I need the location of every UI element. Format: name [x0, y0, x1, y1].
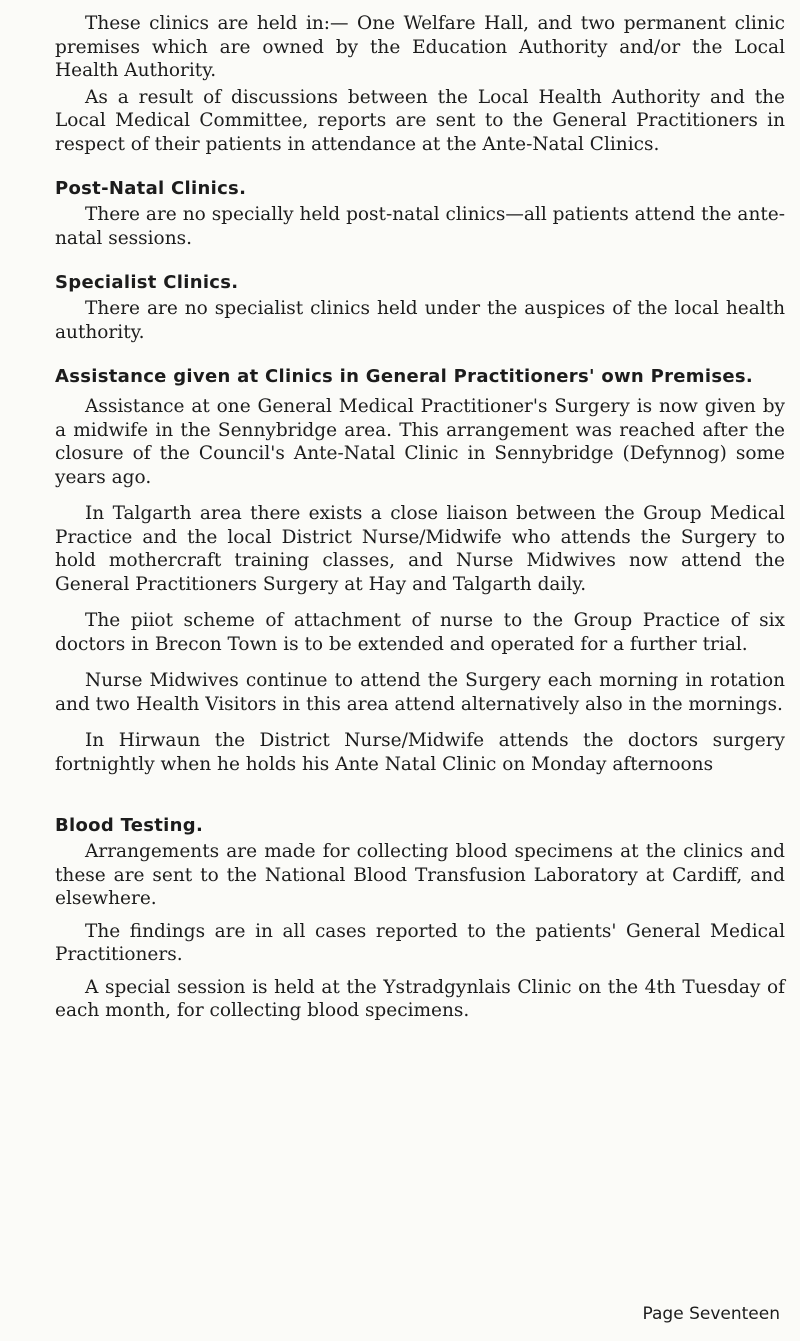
document-page — [55, 12, 785, 1023]
specialist-heading: Specialist Clinics. — [55, 272, 239, 293]
intro-paragraph-1: These clinics are held in:— One Welfare Hall, and two permanent clinic premises which are owned by the Education Authority and/or the Local Health Authority. — [55, 13, 785, 81]
intro-section — [55, 12, 785, 156]
blood-testing-section — [55, 814, 785, 1023]
assistance-paragraph-1: Assistance at one General Medical Practitioner's Surgery is now given by a midwife in the Sennybridge area. This arrangement was reached after the closure of the Council's Ante-Natal Clinic in Sennybridge (Defynnog) some years ago. — [55, 396, 785, 488]
assistance-paragraph-4: Nurse Midwives continue to attend the Surgery each morning in rotation and two Health Visitors in this area attend alternatively also in the mornings. — [55, 670, 785, 715]
assistance-paragraph-2: In Talgarth area there exists a close liaison between the Group Medical Practice and the local District Nurse/Midwife who attends the Surgery to hold mothercraft training classes, and Nurse Midwives now attend the General Practitioners Surgery at Hay and Talgarth daily. — [55, 503, 785, 595]
assistance-heading: Assistance given at Clinics in General Practitioners' own Premises. — [55, 366, 753, 387]
post-natal-section — [55, 177, 785, 250]
blood-testing-paragraph-1: Arrangements are made for collecting blood specimens at the clinics and these are sent to the National Blood Transfusion Laboratory at Cardiff, and elsewhere. — [55, 841, 785, 909]
blood-testing-paragraph-3: A special session is held at the Ystradgynlais Clinic on the 4th Tuesday of each month, for collecting blood specimens. — [55, 976, 785, 1021]
specialist-paragraph: There are no specialist clinics held under the auspices of the local health authority. — [55, 298, 785, 343]
intro-paragraph-2: As a result of discussions between the Local Health Authority and the Local Medical Committee, reports are sent to the General Practitioners in respect of their patients in attendance at the Ante-Natal Clinics. — [55, 86, 785, 155]
assistance-paragraph-5: In Hirwaun the District Nurse/Midwife attends the doctors surgery fortnightly when he holds his Ante Natal Clinic on Monday afternoons — [55, 730, 785, 775]
blood-testing-heading: Blood Testing. — [55, 815, 204, 836]
assistance-paragraph-3: The piiot scheme of attachment of nurse to the Group Practice of six doctors in Brecon Town is to be extended and operated for a further trial. — [55, 610, 785, 655]
post-natal-heading: Post-Natal Clinics. — [55, 178, 247, 199]
page-number-label: Page Seventeen — [642, 1304, 780, 1324]
specialist-section — [55, 271, 785, 344]
assistance-section — [55, 365, 785, 776]
post-natal-paragraph: There are no specially held post-natal clinics—all patients attend the ante-natal sessions. — [55, 204, 785, 249]
blood-testing-paragraph-2: The findings are in all cases reported to the patients' General Medical Practitioners. — [55, 920, 785, 965]
